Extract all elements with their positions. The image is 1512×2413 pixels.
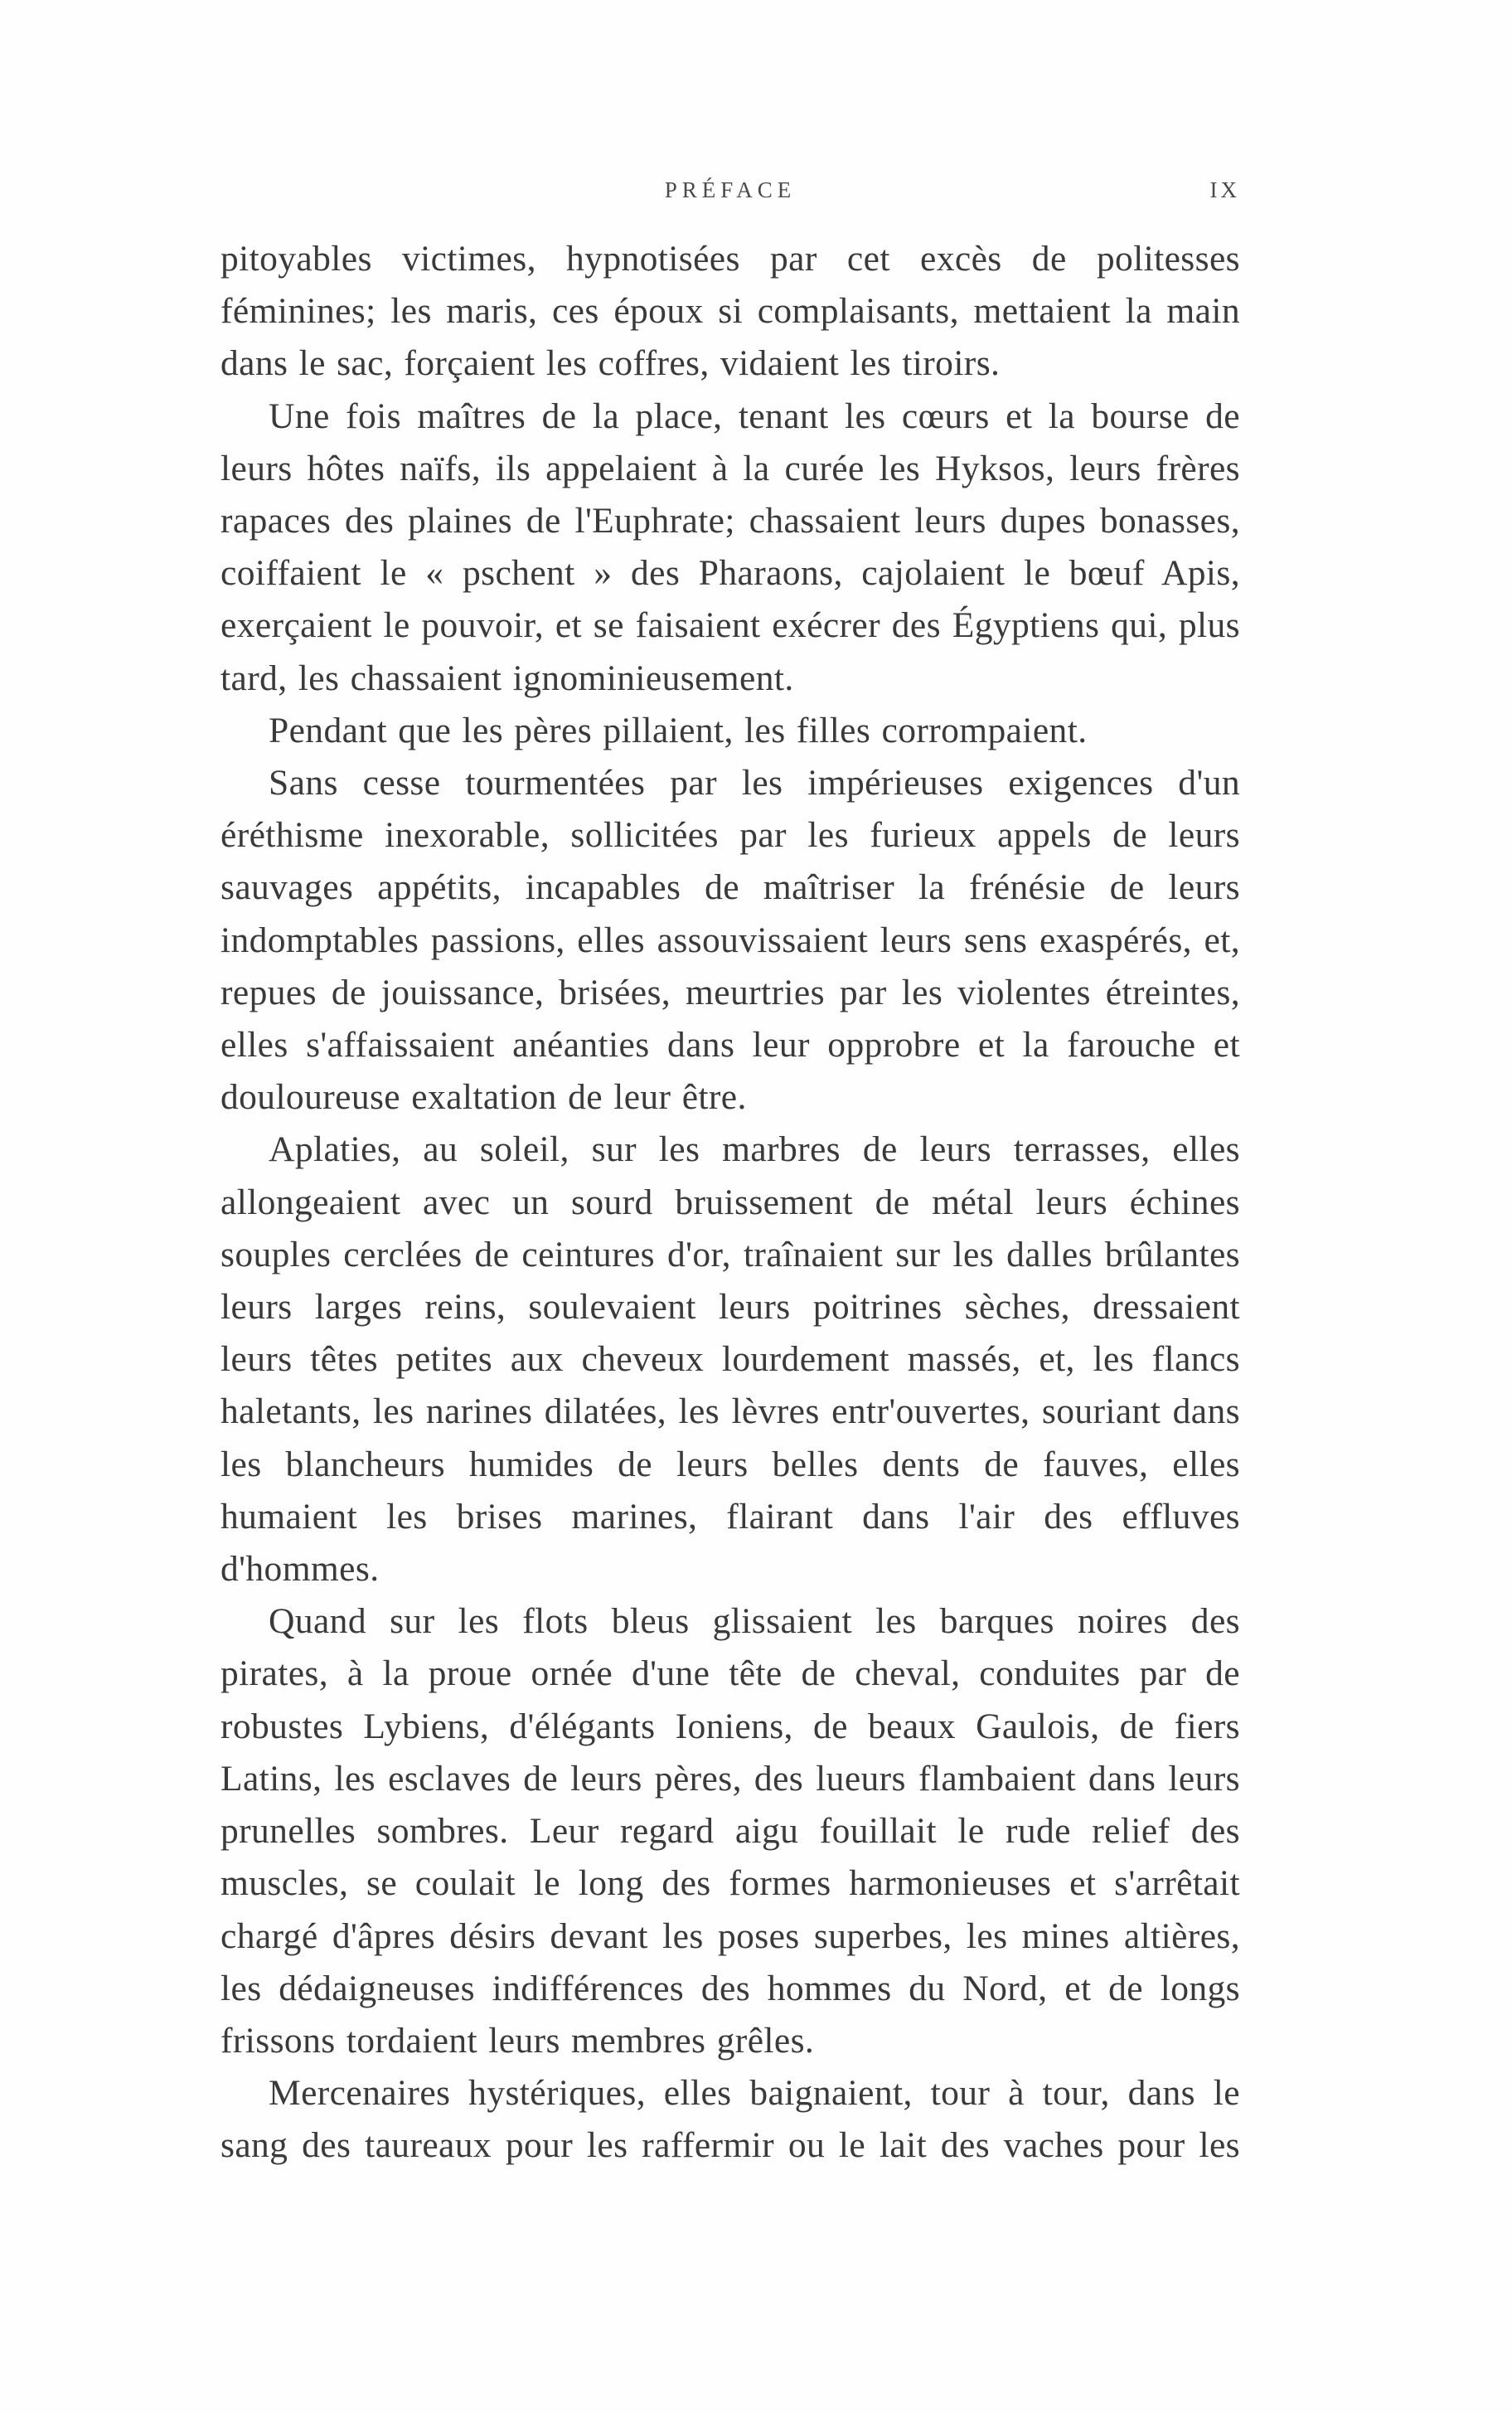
paragraph: pitoyables victimes, hypnotisées par cet excès de politesses féminines; les maris, ces époux si complaisants, mettaient la main dans le sac, forçaient les coffres, vidaient les tiroirs. — [220, 239, 1240, 384]
paragraph: Quand sur les flots bleus glissaient les barques noires des pirates, à la proue ornée d'une tête de cheval, conduites par de robustes Lybiens, d'élégants Ioniens, de beaux Gaulois, de fiers Latins, les esclaves de leurs pères, des lueurs flambaient dans leurs prunelles sombres. Leur regard aigu fouillait le rude relief des muscles, se coulait le long des formes harmonieuses et s'arrêtait chargé d'âpres désirs devant les poses superbes, les mines altières, les dédaigneuses indifférences des hommes du Nord, et de longs frissons tordaient leurs membres grêles. — [220, 1601, 1240, 2061]
paragraph: Une fois maîtres de la place, tenant les cœurs et la bourse de leurs hôtes naïfs, ils appelaient à la curée les Hyksos, leurs frères rapaces des plaines de l'Euphrate; chassaient leurs dupes bonasses, coiffaient le « pschent » des Pharaons, cajolaient le bœuf Apis, exerçaient le pouvoir, et se faisaient exécrer des Égyptiens qui, plus tard, les chassaient ignominieusement. — [220, 396, 1240, 698]
page-number: IX — [1209, 177, 1240, 202]
paragraph: Aplaties, au soleil, sur les marbres de leurs terrasses, elles allongeaient avec un sourd bruissement de métal leurs échines souples cerclées de ceintures d'or, traînaient sur les dalles brûlantes leurs larges reins, soulevaient leurs poitrines sèches, dressaient leurs têtes petites aux cheveux lourdement massés, et, les flancs haletants, les narines dilatées, les lèvres entr'ouvertes, souriant dans les blancheurs humides de leurs belles dents de fauves, elles humaient les brises marines, flairant dans l'air des effluves d'hommes. — [220, 1129, 1240, 1590]
paragraph: Pendant que les pères pillaient, les filles corrompaient. — [269, 710, 1088, 750]
paragraph: Mercenaires hystériques, elles baignaient, tour à tour, dans le sang des taureaux pour les raffermir ou le lait des vaches pour les — [220, 2073, 1240, 2166]
body-text — [220, 233, 1240, 2173]
running-head — [220, 177, 1240, 211]
running-title: PRÉFACE — [664, 177, 797, 202]
paragraph: Sans cesse tourmentées par les impérieuses exigences d'un éréthisme inexorable, sollicitées par les furieux appels de leurs sauvages appétits, incapables de maîtriser la frénésie de leurs indomptables passions, elles assouvissaient leurs sens exaspérés, et, repues de jouissance, brisées, meurtries par les violentes étreintes, elles s'affaissaient anéanties dans leur opprobre et la farouche et douloureuse exaltation de leur être. — [220, 763, 1240, 1118]
